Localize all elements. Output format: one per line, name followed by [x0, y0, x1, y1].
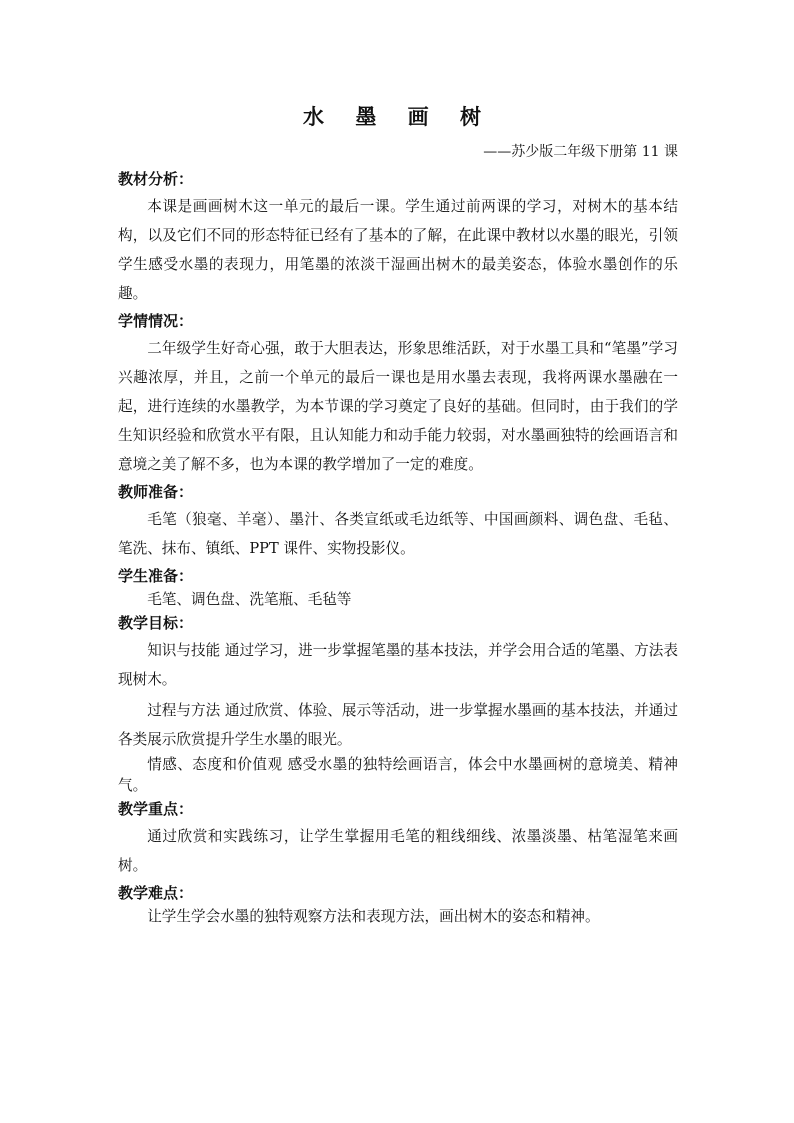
section-heading: 学生准备：: [118, 567, 194, 585]
section-teaching-difficulty: [118, 880, 678, 927]
section-teacher-preparation: [118, 479, 678, 563]
section-paragraph: 毛笔、调色盘、洗笔瓶、毛毡等: [147, 591, 352, 608]
document-page: [118, 100, 678, 927]
section-heading: 学情情况：: [118, 312, 194, 330]
section-paragraph: 毛笔（狼毫、羊毫）、墨汁、各类宣纸或毛边纸等、中国画颜料、调色盘、毛毡、笔洗、抹布、镇纸、PPT 课件、实物投影仪。: [118, 511, 678, 557]
section-student-situation: [118, 308, 678, 479]
section-paragraph: 本课是画画树木这一单元的最后一课。学生通过前两课的学习，对树木的基本结构，以及它们不同的形态特征已经有了基本的了解，在此课中教材以水墨的眼光，引领学生感受水墨的表现力，用笔墨的浓淡干湿画出树木的最美姿态，体验水墨创作的乐趣。: [118, 198, 678, 302]
section-paragraph: 二年级学生好奇心强，敢于大胆表达，形象思维活跃，对于水墨工具和“笔墨”学习兴趣浓厚，并且，之前一个单元的最后一课也是用水墨去表现，我将两课水墨融在一起，进行连续的水墨教学，为本节课的学习奠定了良好的基础。但同时，由于我们的学生知识经验和欣赏水平有限，且认知能力和动手能力较弱，对水墨画独特的绘画语言和意境之美了解不多，也为本课的教学增加了一定的难度。: [118, 340, 678, 473]
section-heading: 教学难点：: [118, 884, 194, 902]
section-student-preparation: [118, 563, 678, 610]
section-teaching-objectives: [118, 610, 678, 796]
objective-knowledge-skills: 知识与技能 通过学习，进一步掌握笔墨的基本技法，并学会用合适的笔墨、方法表现树木。: [118, 642, 678, 688]
objective-process-methods: 过程与方法 通过欣赏、体验、展示等活动，进一步掌握水墨画的基本技法，并通过各类展示欣赏提升学生水墨的眼光。: [118, 702, 678, 748]
section-heading: 教学目标：: [118, 614, 194, 632]
section-textbook-analysis: [118, 166, 678, 308]
section-heading: 教师准备：: [118, 483, 194, 501]
section-heading: 教材分析：: [118, 170, 194, 188]
section-teaching-focus: [118, 796, 678, 880]
section-heading: 教学重点：: [118, 800, 194, 818]
objective-emotion-values: 情感、态度和价值观 感受水墨的独特绘画语言，体会中水墨画树的意境美、精神气。: [118, 756, 678, 794]
document-title: 水 墨 画 树: [303, 104, 493, 129]
section-paragraph: 让学生学会水墨的独特观察方法和表现方法，画出树木的姿态和精神。: [147, 908, 600, 925]
document-subtitle: ——苏少版二年级下册第 11 课: [483, 144, 678, 160]
section-paragraph: 通过欣赏和实践练习，让学生掌握用毛笔的粗线细线、浓墨淡墨、枯笔湿笔来画树。: [118, 828, 678, 874]
